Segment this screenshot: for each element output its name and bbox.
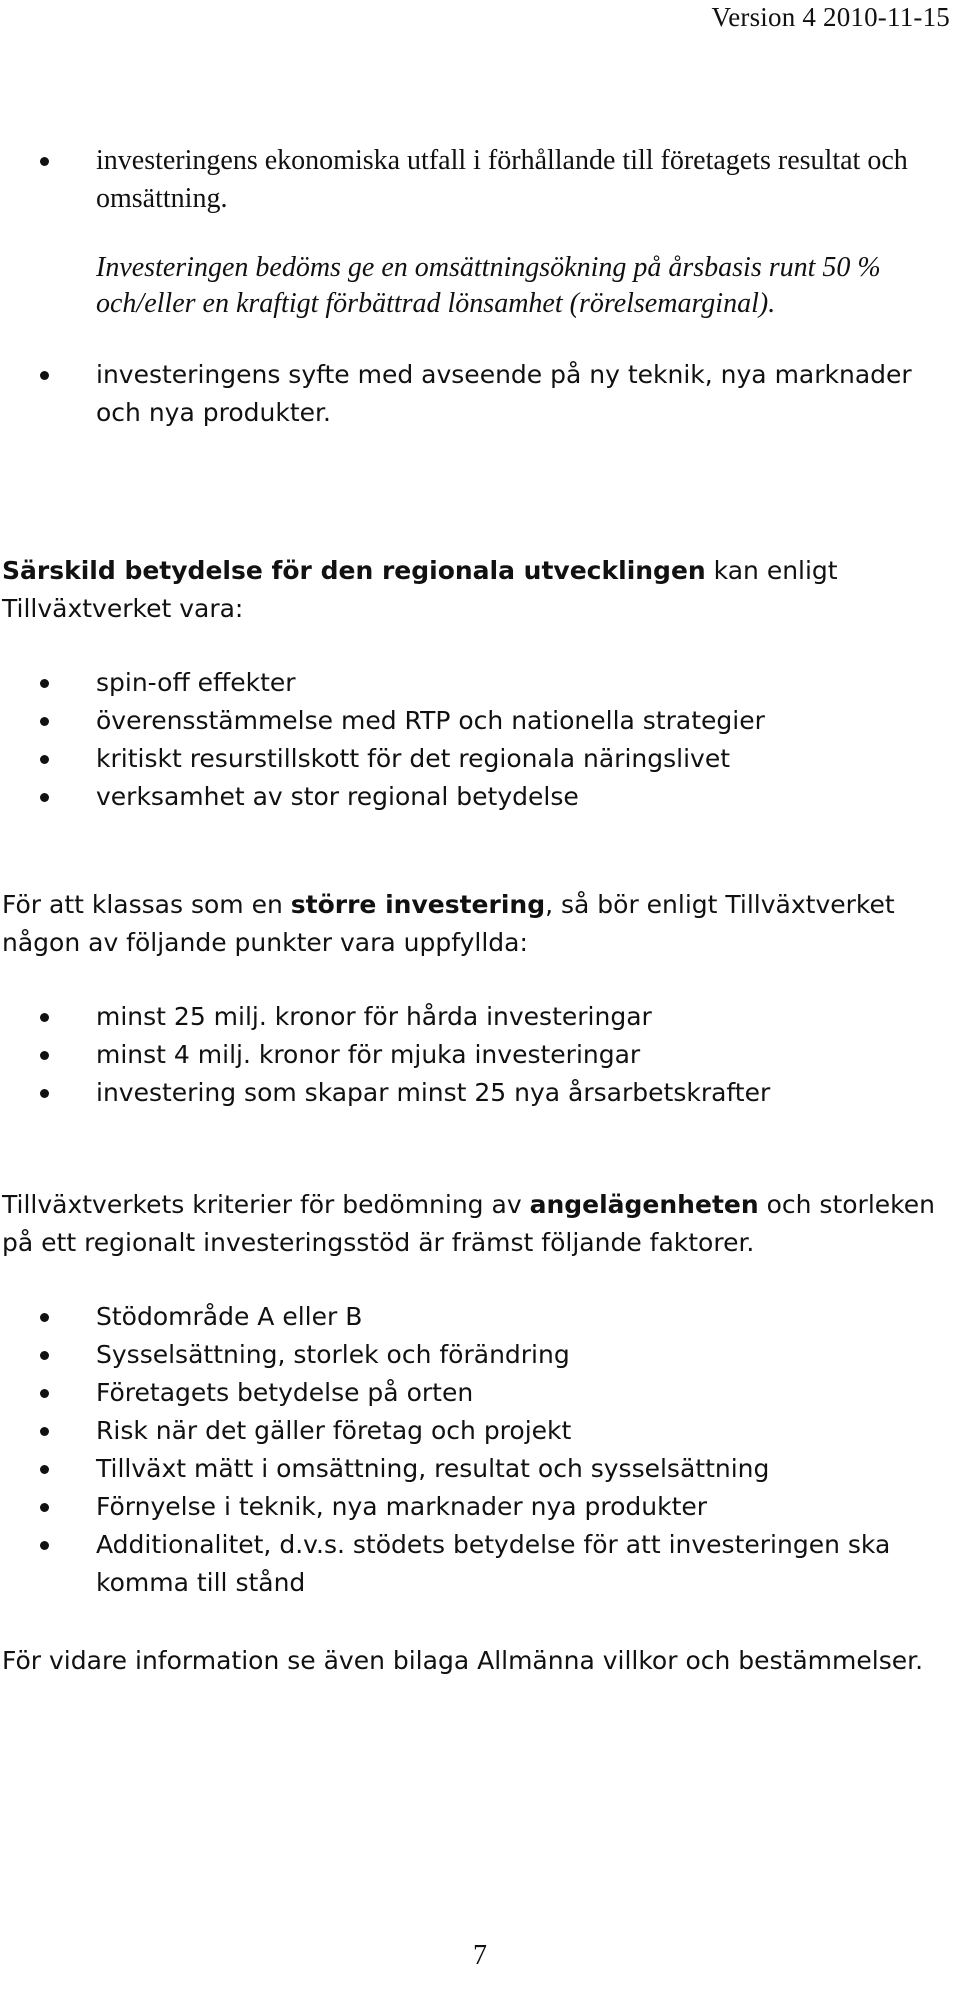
list-item: [0, 1036, 958, 1074]
italic-note: Investeringen bedöms ge en omsättningsökning på årsbasis runt 50 % och/eller en kraftigt förbättrad lönsamhet (rörelsemarginal).: [96, 252, 881, 319]
bullet-icon: [40, 755, 49, 764]
list-item: [0, 1298, 958, 1336]
bullet-icon: [40, 1465, 49, 1474]
bullet-icon: [40, 157, 49, 166]
list-item: [0, 702, 958, 740]
intro-text: kan enligt Tillväxtverket vara:: [2, 556, 838, 623]
list-item: [0, 740, 958, 778]
list-item: [0, 1412, 958, 1450]
bullet-icon: [40, 1051, 49, 1060]
list-item: [0, 664, 958, 702]
bullet-icon: [40, 1541, 49, 1550]
list-item: [0, 356, 958, 432]
bold-term: större investering: [290, 890, 546, 919]
list-item-text: investeringens syfte med avseende på ny teknik, nya marknader och nya produkter.: [96, 360, 912, 427]
list-item: [0, 1450, 958, 1488]
intro-text: och storleken på ett regionalt investeringsstöd är främst följande faktorer.: [2, 1190, 935, 1257]
list-item: [0, 142, 958, 218]
bullet-icon: [40, 717, 49, 726]
list-item: [0, 1526, 958, 1602]
bullet-icon: [40, 1089, 49, 1098]
section-investment-effects: [0, 142, 958, 432]
bullet-icon: [40, 1427, 49, 1436]
bullet-icon: [40, 1351, 49, 1360]
list-item-text: kritiskt resurstillskott för det regionala näringslivet: [96, 744, 730, 773]
section-intro: [0, 886, 958, 962]
list-item: [0, 1374, 958, 1412]
bullet-icon: [40, 371, 49, 380]
section-regional-importance: [0, 552, 958, 816]
list-item-text: Tillväxt mätt i omsättning, resultat och sysselsättning: [96, 1454, 770, 1483]
list-item-text: Förnyelse i teknik, nya marknader nya produkter: [96, 1492, 708, 1521]
section-intro: [0, 1186, 958, 1262]
list-item-text: Sysselsättning, storlek och förändring: [96, 1340, 570, 1369]
intro-text: Tillväxtverkets kriterier för bedömning av: [2, 1190, 530, 1219]
page-number: 7: [473, 1940, 487, 1971]
list-item: [0, 1488, 958, 1526]
list-item-text: investeringens ekonomiska utfall i förhållande till företagets resultat och omsättning.: [96, 145, 908, 214]
list-item-text: spin-off effekter: [96, 668, 296, 697]
list-item: [0, 998, 958, 1036]
footer-note: För vidare information se även bilaga Allmänna villkor och bestämmelser.: [2, 1646, 924, 1675]
list-item-text: verksamhet av stor regional betydelse: [96, 782, 579, 811]
list-item: [0, 778, 958, 816]
list-item-text: minst 4 milj. kronor för mjuka investeringar: [96, 1040, 641, 1069]
bullet-icon: [40, 1013, 49, 1022]
list-item-text: Stödområde A eller B: [96, 1302, 363, 1331]
list-item-text: minst 25 milj. kronor för hårda investeringar: [96, 1002, 652, 1031]
intro-text: , så bör enligt Tillväxtverket någon av följande punkter vara uppfyllda:: [2, 890, 895, 957]
list-item-text: överensstämmelse med RTP och nationella strategier: [96, 706, 765, 735]
version-header: Version 4 2010-11-15: [711, 2, 950, 32]
bullet-icon: [40, 1503, 49, 1512]
bold-term: angelägenheten: [529, 1190, 759, 1219]
bullet-icon: [40, 793, 49, 802]
list-item: [0, 1336, 958, 1374]
list-item-text: Företagets betydelse på orten: [96, 1378, 474, 1407]
bold-term: Särskild betydelse för den regionala utvecklingen: [2, 556, 706, 585]
list-item-text: Additionalitet, d.v.s. stödets betydelse för att investeringen ska komma till stånd: [96, 1530, 891, 1597]
further-information: [0, 1642, 958, 1680]
intro-text: För att klassas som en: [2, 890, 291, 919]
list-item: [0, 1074, 958, 1112]
bullet-icon: [40, 1313, 49, 1322]
bullet-icon: [40, 679, 49, 688]
section-intro: [0, 552, 958, 628]
section-large-investment: [0, 886, 958, 1112]
list-item-text: Risk när det gäller företag och projekt: [96, 1416, 572, 1445]
section-assessment-criteria: [0, 1186, 958, 1602]
bullet-icon: [40, 1389, 49, 1398]
list-item-text: investering som skapar minst 25 nya årsarbetskrafter: [96, 1078, 771, 1107]
